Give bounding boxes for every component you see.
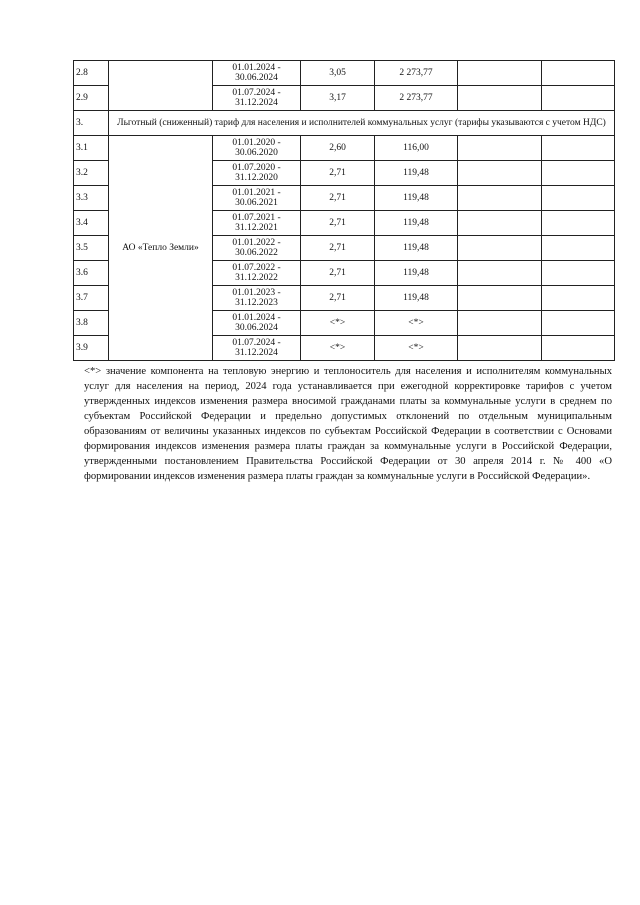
- value-cell: 119,48: [375, 236, 458, 261]
- value-cell: 3,05: [301, 61, 375, 86]
- row-number: 2.9: [74, 86, 109, 111]
- period-cell: 01.01.2021 - 30.06.2021: [213, 186, 301, 211]
- empty-cell: [542, 286, 615, 311]
- value-cell: 119,48: [375, 161, 458, 186]
- section-number: 3.: [74, 111, 109, 136]
- empty-cell: [458, 186, 542, 211]
- table-row: [74, 136, 615, 161]
- footnote-text: <*> значение компонента на тепловую энергию и теплоноситель для населения и исполнителям коммунальных услуг для населения на период, 2024 года устанавливается при ежегодной корректировке тарифов с учетом утвержденных индексов изменения размера вносимой гражданами платы за коммунальные услуги в среднем по субъектам Российской Федерации и предельно допустимых отклонений по отдельным муниципальным образованиям от величины указанных индексов по субъектам Российской Федерации в соответствии с Основами формирования индексов изменения размера платы граждан за коммунальные услуги в Российской Федерации, утвержденными постановлением Правительства Российской Федерации от 30 апреля 2014 г. № 400 «О формировании индексов изменения размера платы граждан за коммунальные услуги в Российской Федерации».: [84, 366, 612, 482]
- period-cell: 01.07.2024 - 31.12.2024: [213, 86, 301, 111]
- period-cell: 01.01.2024 - 30.06.2024: [213, 61, 301, 86]
- value-cell: 2 273,77: [375, 86, 458, 111]
- period-cell: 01.07.2024 - 31.12.2024: [213, 336, 301, 361]
- empty-cell: [542, 136, 615, 161]
- value-cell: 3,17: [301, 86, 375, 111]
- value-cell: 119,48: [375, 186, 458, 211]
- row-number: 2.8: [74, 61, 109, 86]
- value-cell: 119,48: [375, 211, 458, 236]
- empty-cell: [542, 211, 615, 236]
- table-row: [74, 61, 615, 86]
- value-cell: 2,71: [301, 211, 375, 236]
- empty-cell: [458, 161, 542, 186]
- row-number: 3.1: [74, 136, 109, 161]
- period-cell: 01.01.2022 - 30.06.2022: [213, 236, 301, 261]
- value-cell: 119,48: [375, 286, 458, 311]
- value-cell: 2 273,77: [375, 61, 458, 86]
- row-number: 3.7: [74, 286, 109, 311]
- section-row: [74, 111, 615, 136]
- section-title: Льготный (сниженный) тариф для населения и исполнителей коммунальных услуг (тарифы указываются с учетом НДС): [109, 111, 615, 136]
- empty-cell: [458, 261, 542, 286]
- empty-cell: [458, 211, 542, 236]
- empty-cell: [542, 186, 615, 211]
- value-cell: <*>: [301, 311, 375, 336]
- period-cell: 01.01.2020 - 30.06.2020: [213, 136, 301, 161]
- row-number: 3.6: [74, 261, 109, 286]
- period-cell: 01.07.2022 - 31.12.2022: [213, 261, 301, 286]
- row-number: 3.9: [74, 336, 109, 361]
- empty-cell: [542, 336, 615, 361]
- row-number: 3.4: [74, 211, 109, 236]
- empty-cell: [542, 236, 615, 261]
- row-number: 3.8: [74, 311, 109, 336]
- empty-cell: [458, 236, 542, 261]
- organization-cell: [109, 61, 213, 111]
- empty-cell: [542, 311, 615, 336]
- empty-cell: [542, 61, 615, 86]
- value-cell: 2,71: [301, 261, 375, 286]
- value-cell: <*>: [375, 336, 458, 361]
- row-number: 3.5: [74, 236, 109, 261]
- period-cell: 01.01.2023 - 31.12.2023: [213, 286, 301, 311]
- empty-cell: [458, 61, 542, 86]
- empty-cell: [458, 286, 542, 311]
- period-cell: 01.01.2024 - 30.06.2024: [213, 311, 301, 336]
- empty-cell: [542, 161, 615, 186]
- row-number: 3.2: [74, 161, 109, 186]
- empty-cell: [542, 86, 615, 111]
- value-cell: 2,71: [301, 161, 375, 186]
- empty-cell: [458, 86, 542, 111]
- value-cell: <*>: [375, 311, 458, 336]
- value-cell: 116,00: [375, 136, 458, 161]
- organization-name: АО «Тепло Земли»: [109, 136, 213, 361]
- value-cell: 2,60: [301, 136, 375, 161]
- row-number: 3.3: [74, 186, 109, 211]
- value-cell: 2,71: [301, 186, 375, 211]
- period-cell: 01.07.2020 - 31.12.2020: [213, 161, 301, 186]
- empty-cell: [542, 261, 615, 286]
- value-cell: <*>: [301, 336, 375, 361]
- empty-cell: [458, 136, 542, 161]
- empty-cell: [458, 336, 542, 361]
- value-cell: 2,71: [301, 286, 375, 311]
- value-cell: 2,71: [301, 236, 375, 261]
- empty-cell: [458, 311, 542, 336]
- period-cell: 01.07.2021 - 31.12.2021: [213, 211, 301, 236]
- tariff-table: [73, 60, 615, 361]
- value-cell: 119,48: [375, 261, 458, 286]
